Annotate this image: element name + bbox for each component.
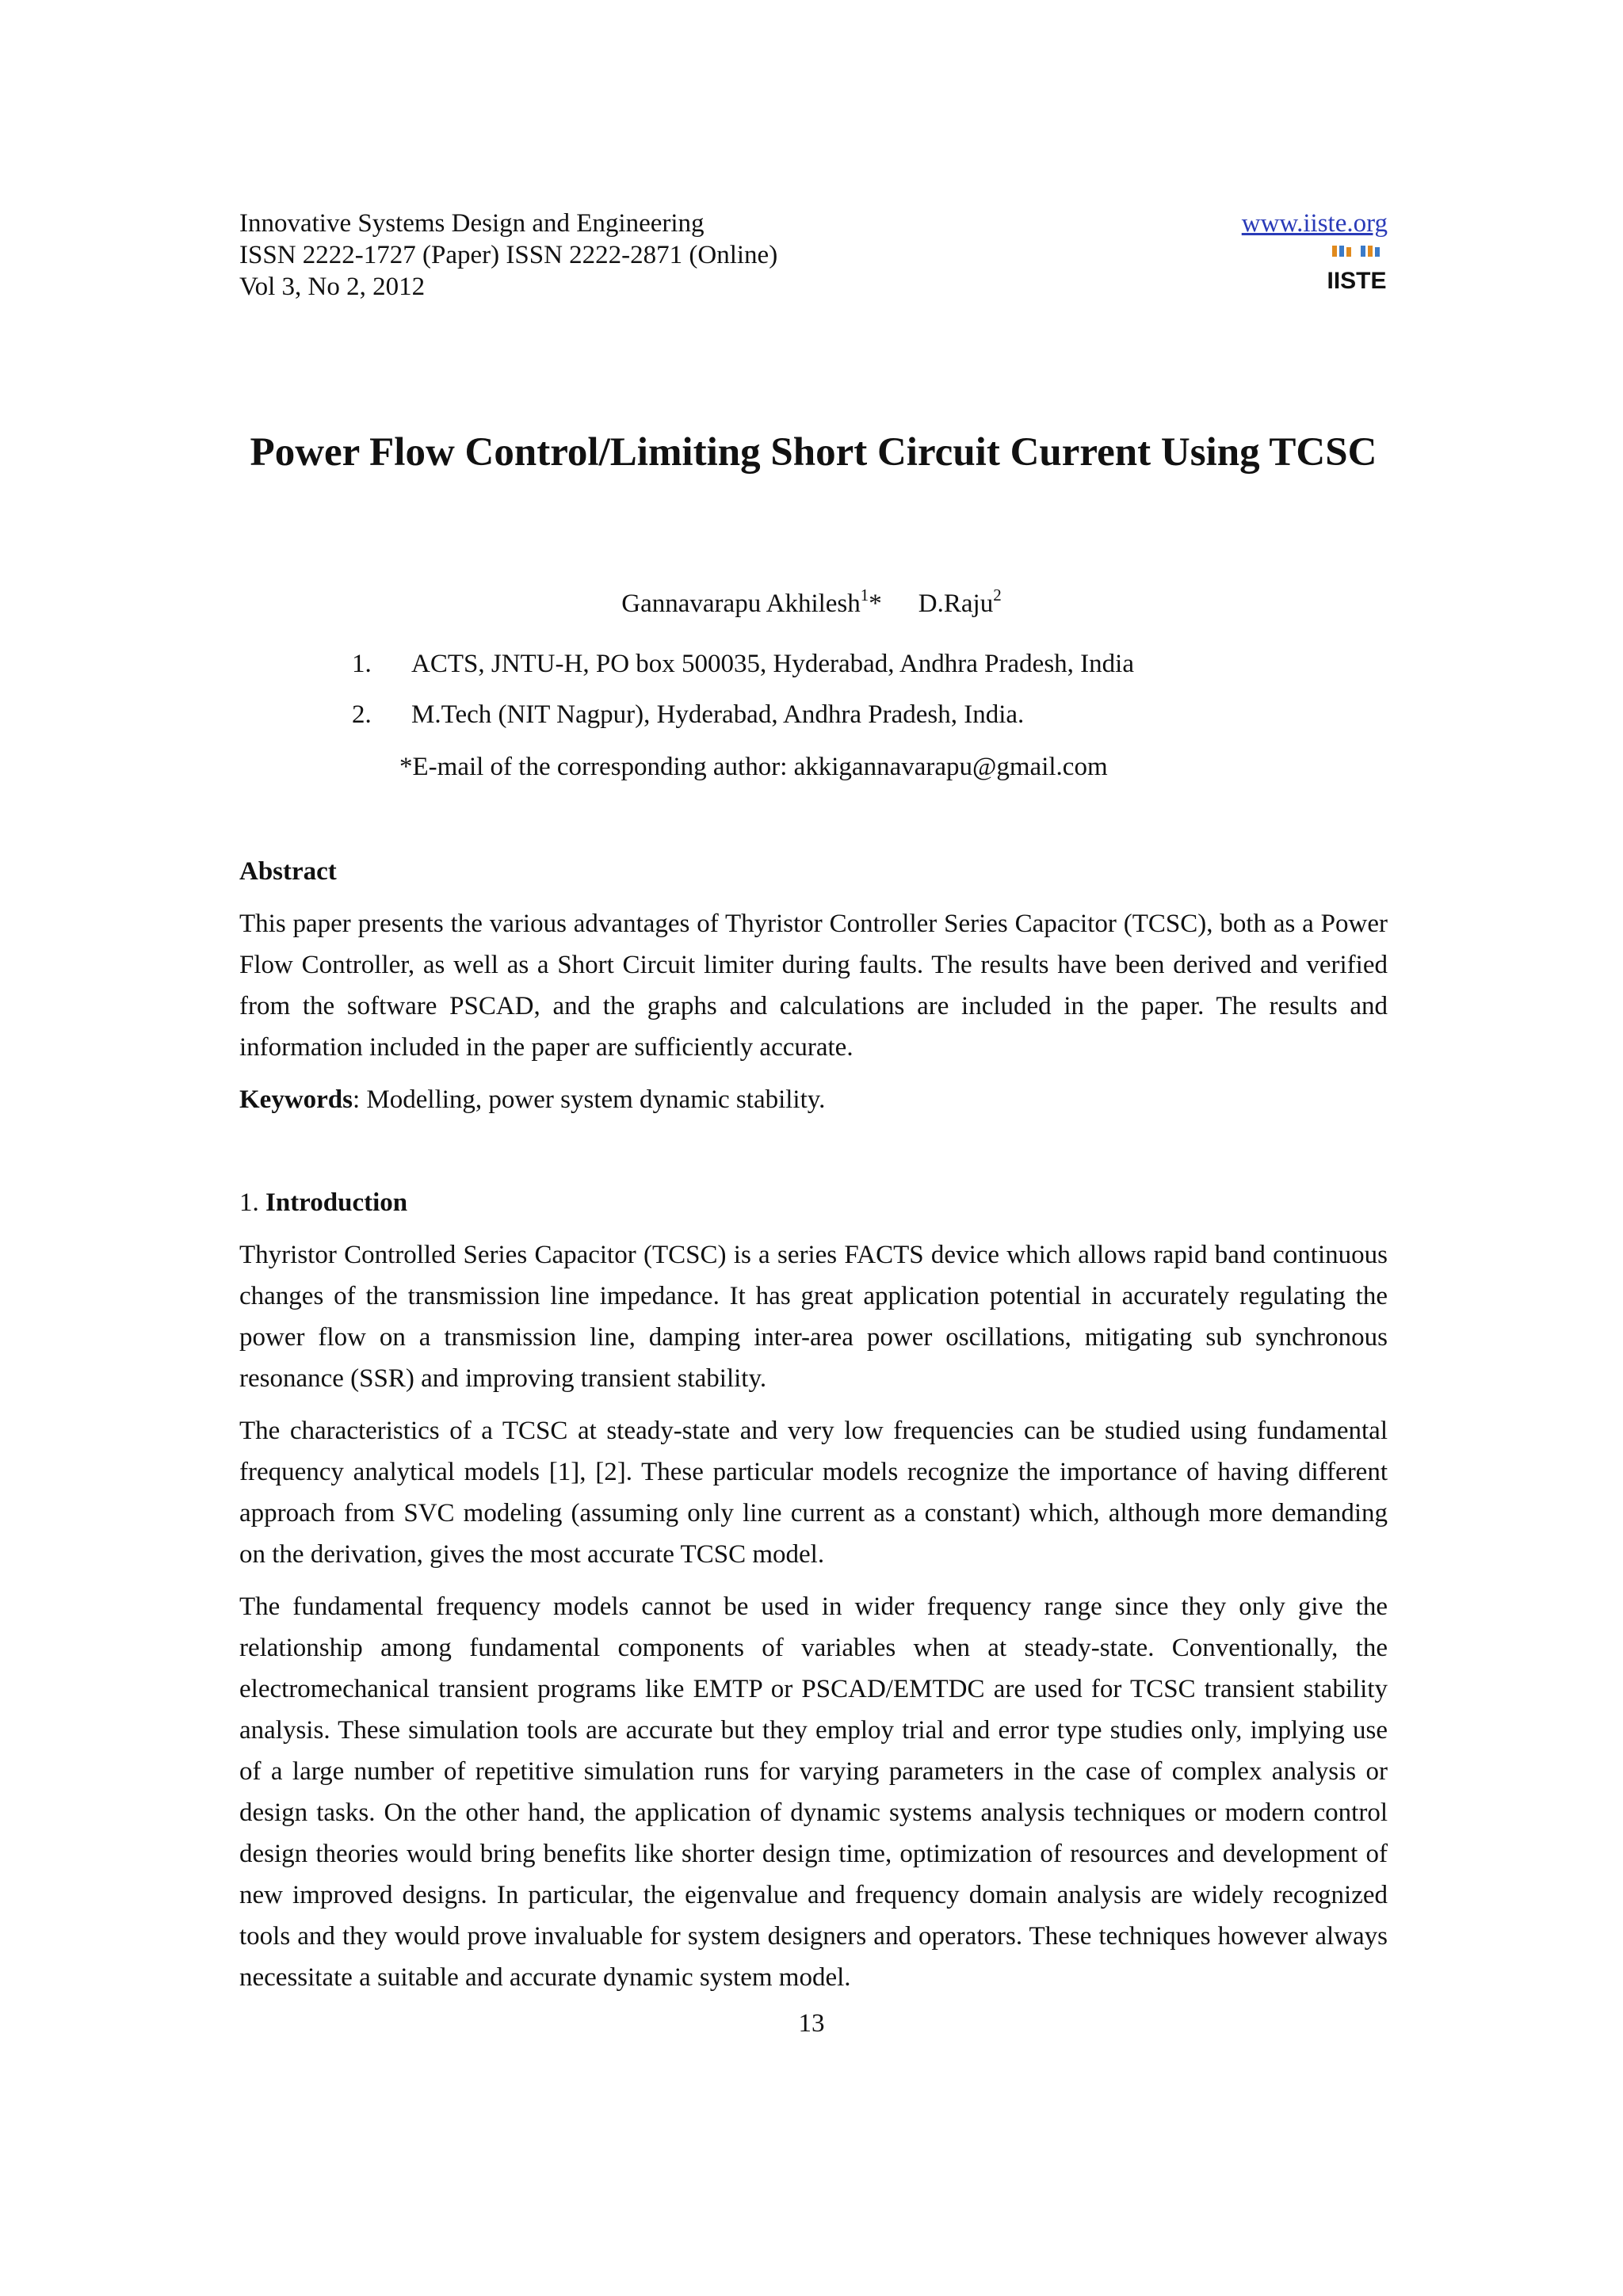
author-name: Gannavarapu Akhilesh	[621, 589, 861, 618]
iiste-logo	[1327, 244, 1387, 294]
author-line	[0, 585, 1623, 620]
corresponding-email: *E-mail of the corresponding author: akkigannavarapu@gmail.com	[399, 753, 1108, 781]
section-number: 1.	[239, 1188, 265, 1217]
intro-paragraph: Thyristor Controlled Series Capacitor (TCSC) is a series FACTS device which allows rapid band continuous changes of the transmission line impedance. It has great application potential in accurately regulating the power flow on a transmission line, damping inter-area power oscillations, mitigating sub synchronous resonance (SSR) and improving transient stability.	[239, 1241, 1388, 1393]
journal-info	[239, 208, 777, 303]
corresponding-mark: *	[869, 589, 882, 618]
journal-volume: Vol 3, No 2, 2012	[239, 273, 426, 301]
abstract-text: This paper presents the various advantages of Thyristor Controller Series Capacitor (TCSC), both as a Power Flow Controller, as well as a Short Circuit limiter during faults. The results have been derived and verified from the software PSCAD, and the graphs and calculations are included in the paper. The results and information included in the paper are sufficiently accurate.	[239, 910, 1388, 1062]
paper-title: Power Flow Control/Limiting Short Circuit Current Using TCSC	[250, 430, 1377, 475]
keywords-label: Keywords	[239, 1085, 353, 1114]
abstract-heading: Abstract	[239, 857, 337, 886]
affiliation-number: 2.	[352, 700, 372, 729]
website-link[interactable]: www.iiste.org	[1241, 209, 1388, 238]
intro-paragraph: The characteristics of a TCSC at steady-state and very low frequencies can be studied using fundamental frequency analytical models [1], [2]. These particular models recognize the importance of having different approach from SVC modeling (assuming only line current as a constant) which, although more demanding on the derivation, gives the most accurate TCSC model.	[239, 1417, 1388, 1569]
journal-issn: ISSN 2222-1727 (Paper) ISSN 2222-2871 (Online)	[239, 241, 778, 269]
page-number: 13	[798, 2009, 825, 2038]
journal-branding	[1242, 208, 1388, 239]
affiliation-text: ACTS, JNTU-H, PO box 500035, Hyderabad, Andhra Pradesh, India	[411, 650, 1134, 678]
author-affiliation-mark: 1	[860, 585, 869, 605]
keywords-line	[239, 1084, 825, 1116]
affiliation-text: M.Tech (NIT Nagpur), Hyderabad, Andhra Pradesh, India.	[411, 700, 1025, 729]
journal-name: Innovative Systems Design and Engineering	[239, 209, 705, 238]
svg-text:IISTE: IISTE	[1327, 268, 1387, 294]
section-heading	[239, 1187, 407, 1219]
keywords-text: : Modelling, power system dynamic stability.	[353, 1085, 826, 1114]
intro-paragraph: The fundamental frequency models cannot be used in wider frequency range since they only give the relationship among fundamental components of variables when at steady-state. Conventionally, the electromechanical transient programs like EMTP or PSCAD/EMTDC are used for TCSC transient stability analysis. These simulation tools are accurate but they employ trial and error type studies only, implying use of a large number of repetitive simulation runs for varying parameters in the case of complex analysis or design tasks. On the other hand, the application of dynamic systems analysis techniques or modern control design theories would bring benefits like shorter design time, optimization of resources and development of new improved designs. In particular, the eigenvalue and frequency domain analysis are widely recognized tools and they would prove invaluable for system designers and operators. These techniques however always necessitate a suitable and accurate dynamic system model.	[239, 1592, 1388, 1992]
author-affiliation-mark: 2	[993, 585, 1002, 605]
section-title: Introduction	[265, 1188, 408, 1217]
author-name: D.Raju	[918, 589, 994, 618]
journal-header	[239, 208, 1388, 311]
affiliation-number: 1.	[352, 650, 372, 678]
